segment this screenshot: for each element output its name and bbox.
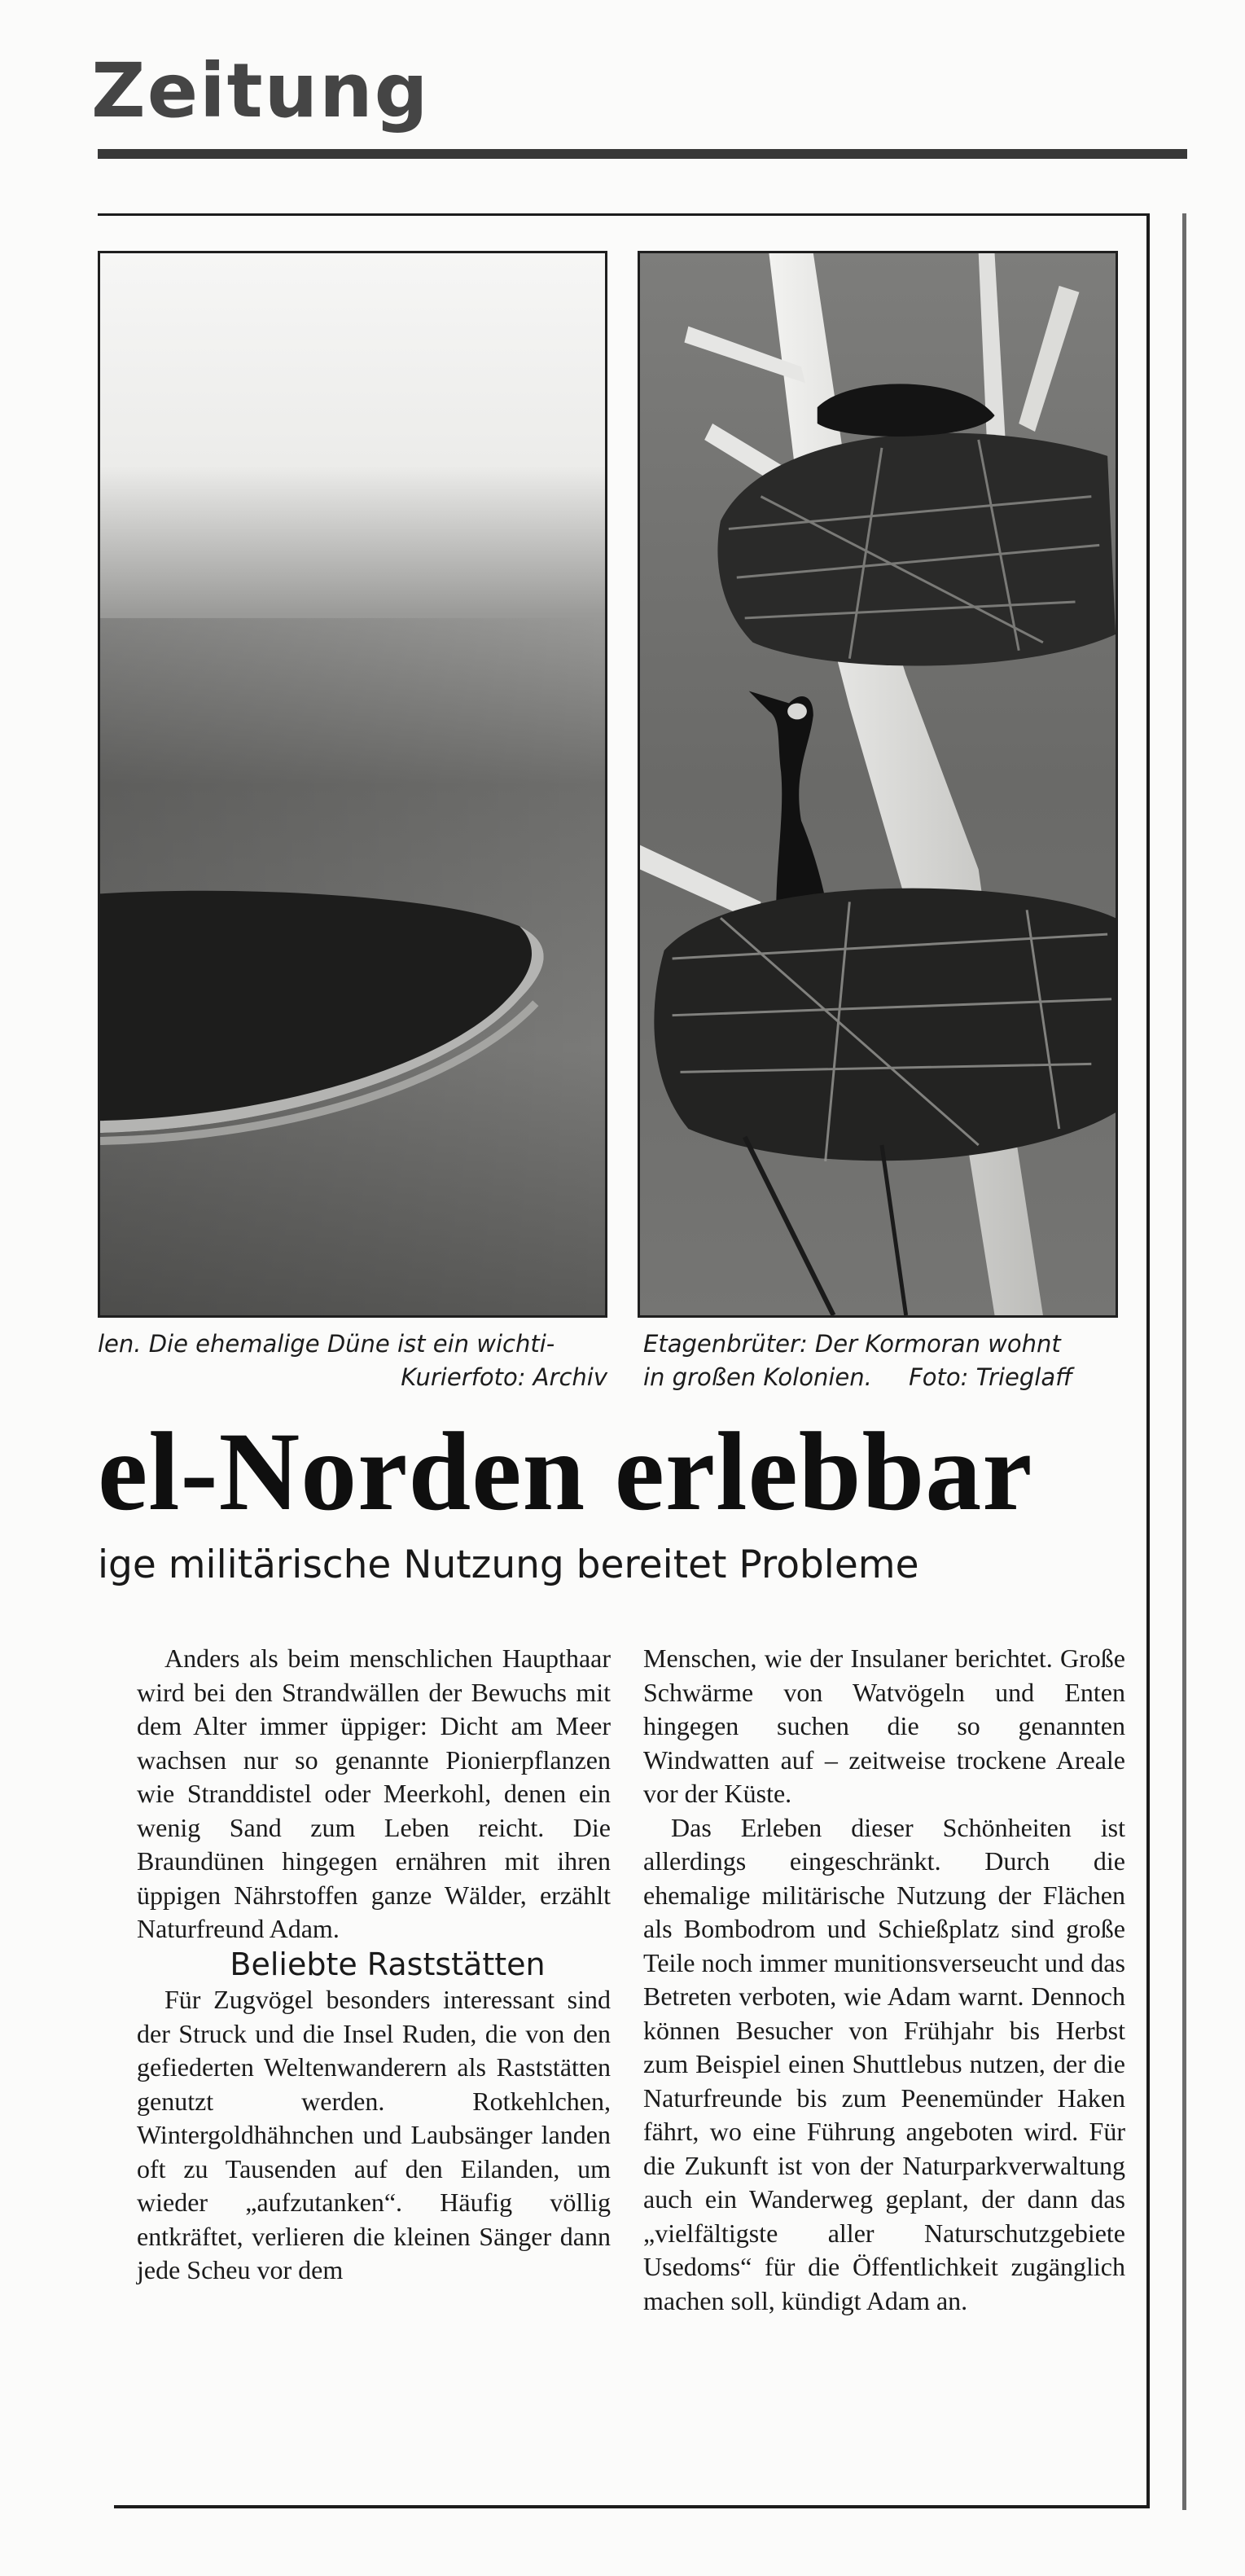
article-column-left	[137, 1642, 611, 2288]
frame-right-rule	[1146, 213, 1150, 2508]
left-photo-caption	[98, 1327, 607, 1394]
cormorant-nest-photo	[638, 251, 1118, 1318]
masthead-title: Zeitung	[91, 47, 430, 134]
right-caption-line2: in großen Kolonien.	[643, 1363, 872, 1391]
section-subhead: Beliebte Raststätten	[230, 1946, 546, 1982]
dune-aerial-icon	[100, 253, 605, 1315]
article-headline: el-Norden erlebbar	[98, 1409, 1033, 1534]
article-subheadline: ige militärische Nutzung bereitet Probleme	[98, 1543, 919, 1587]
article-column-right	[643, 1642, 1125, 2318]
left-caption-line1: len. Die ehemalige Düne ist ein wichti-	[98, 1330, 555, 1358]
right-caption-line1: Etagenbrüter: Der Kormoran wohnt	[643, 1330, 1061, 1358]
article-paragraph: Für Zugvögel besonders interessant sind der Struck und die Insel Ruden, die von den gefiederten Weltenwanderern als Raststätten genutzt werden. Rotkehlchen, Wintergoldhähnchen und Laubsänger landen oft zu Tausenden auf den Eilanden, um wieder „aufzutanken“. Häufig völlig entkräftet, verlieren die kleinen Sänger dann jede Scheu vor dem	[137, 1985, 611, 2285]
right-caption-credit: Foto: Trieglaff	[909, 1363, 1073, 1391]
dune-aerial-photo	[98, 251, 607, 1318]
left-caption-credit: Kurierfoto: Archiv	[401, 1363, 607, 1391]
frame-bottom-rule	[114, 2505, 1150, 2508]
scan-edge-mark	[1182, 213, 1186, 2510]
article-paragraph: Das Erleben dieser Schönheiten ist allerdings eingeschränkt. Durch die ehemalige militärische Nutzung der Flächen als Bombodrom und Schießplatz sind große Teile noch immer munitionsverseucht und das Betreten verboten, wie Adam warnt. Dennoch können Besucher von Frühjahr bis Herbst zum Beispiel einen Shuttlebus nutzen, der die Naturfreunde bis zum Peenemünder Haken fährt, wo eine Führung angeboten wird. Für die Zukunft ist von der Naturparkverwaltung auch ein Wanderweg geplant, der dann das „vielfältigste aller Naturschutzgebiete Usedoms“ für die Öffentlichkeit zugänglich machen soll, kündigt Adam an.	[643, 1812, 1125, 2315]
masthead-rule	[98, 149, 1187, 159]
article-paragraph: Anders als beim menschlichen Haupthaar wird bei den Strandwällen der Bewuchs mit dem Alter immer üppiger: Dicht am Meer wachsen nur so genannte Pionierpflanzen wie Stranddistel oder Meerkohl, denen ein wenig Sand zum Leben reicht. Die Braundünen hingegen ernähren mit ihren üppigen Nährstoffen ganze Wälder, erzählt Naturfreund Adam.	[137, 1643, 611, 1943]
cormorant-icon	[640, 253, 1116, 1315]
frame-top-rule	[98, 213, 1150, 216]
right-photo-caption	[643, 1327, 1124, 1394]
article-paragraph: Menschen, wie der Insulaner berichtet. Große Schwärme von Watvögeln und Enten hingegen suchen die so genannten Windwatten auf – zeitweise trockene Areale vor der Küste.	[643, 1643, 1125, 1808]
